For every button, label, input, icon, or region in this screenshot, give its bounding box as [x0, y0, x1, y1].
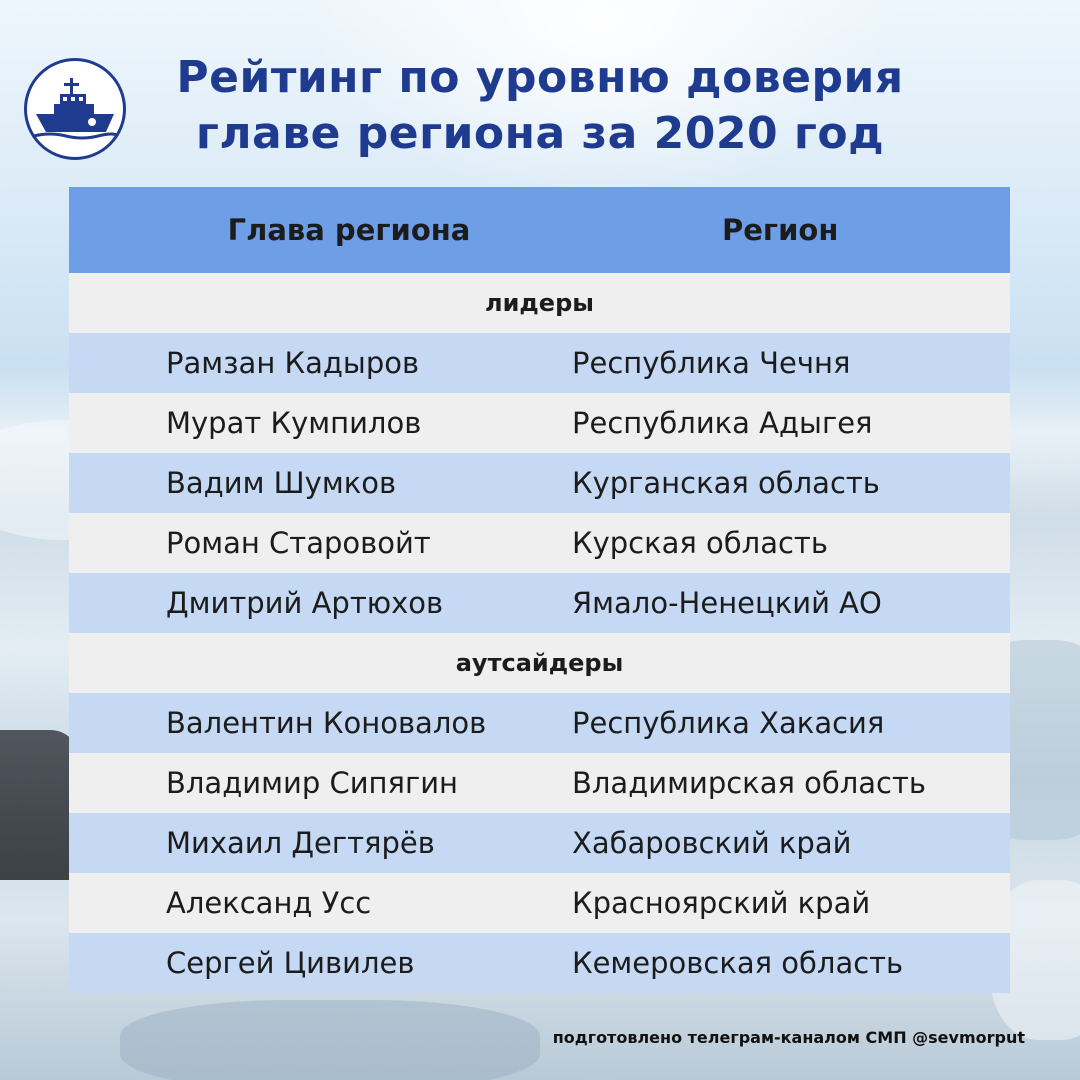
rating-table	[69, 187, 1010, 993]
region-name: Кемеровская область	[572, 946, 904, 980]
column-header-region: Регион	[722, 213, 839, 247]
title-line-1: Рейтинг по уровню доверия	[176, 52, 904, 103]
region-name: Республика Хакасия	[572, 706, 885, 740]
head-name: Вадим Шумков	[166, 466, 397, 500]
title-line-2: главе региона за 2020 год	[195, 108, 885, 159]
region-name: Красноярский край	[572, 886, 871, 920]
table-row	[69, 693, 1010, 753]
head-name: Валентин Коновалов	[166, 706, 487, 740]
table-row	[69, 333, 1010, 393]
table-row	[69, 573, 1010, 633]
region-name: Курганская область	[572, 466, 880, 500]
table-header	[69, 187, 1010, 273]
head-name: Роман Старовойт	[166, 526, 431, 560]
icebreaker-ship-icon	[30, 74, 120, 144]
head-name: Мурат Кумпилов	[166, 406, 422, 440]
head-name: Дмитрий Артюхов	[166, 586, 444, 620]
table-row	[69, 813, 1010, 873]
table-row	[69, 453, 1010, 513]
logo	[24, 58, 126, 160]
head-name: Рамзан Кадыров	[166, 346, 420, 380]
region-name: Владимирская область	[572, 766, 926, 800]
region-name: Хабаровский край	[572, 826, 852, 860]
page-title	[150, 50, 930, 162]
icebreaker-silhouette	[0, 730, 80, 880]
section-leaders: лидеры	[69, 273, 1010, 333]
footer-credit: подготовлено телеграм-каналом СМП @sevmorput	[552, 1028, 1025, 1047]
table-row	[69, 873, 1010, 933]
head-name: Михаил Дегтярёв	[166, 826, 435, 860]
section-outsiders: аутсайдеры	[69, 633, 1010, 693]
head-name: Сергей Цивилев	[166, 946, 415, 980]
head-name: Александ Усс	[166, 886, 372, 920]
column-header-head: Глава региона	[227, 213, 471, 247]
ice-patch	[120, 1000, 540, 1080]
region-name: Ямало-Ненецкий АО	[572, 586, 882, 620]
table-row	[69, 513, 1010, 573]
region-name: Республика Чечня	[572, 346, 851, 380]
head-name: Владимир Сипягин	[166, 766, 458, 800]
table-row	[69, 753, 1010, 813]
region-name: Республика Адыгея	[572, 406, 873, 440]
table-row	[69, 393, 1010, 453]
region-name: Курская область	[572, 526, 828, 560]
table-row	[69, 933, 1010, 993]
